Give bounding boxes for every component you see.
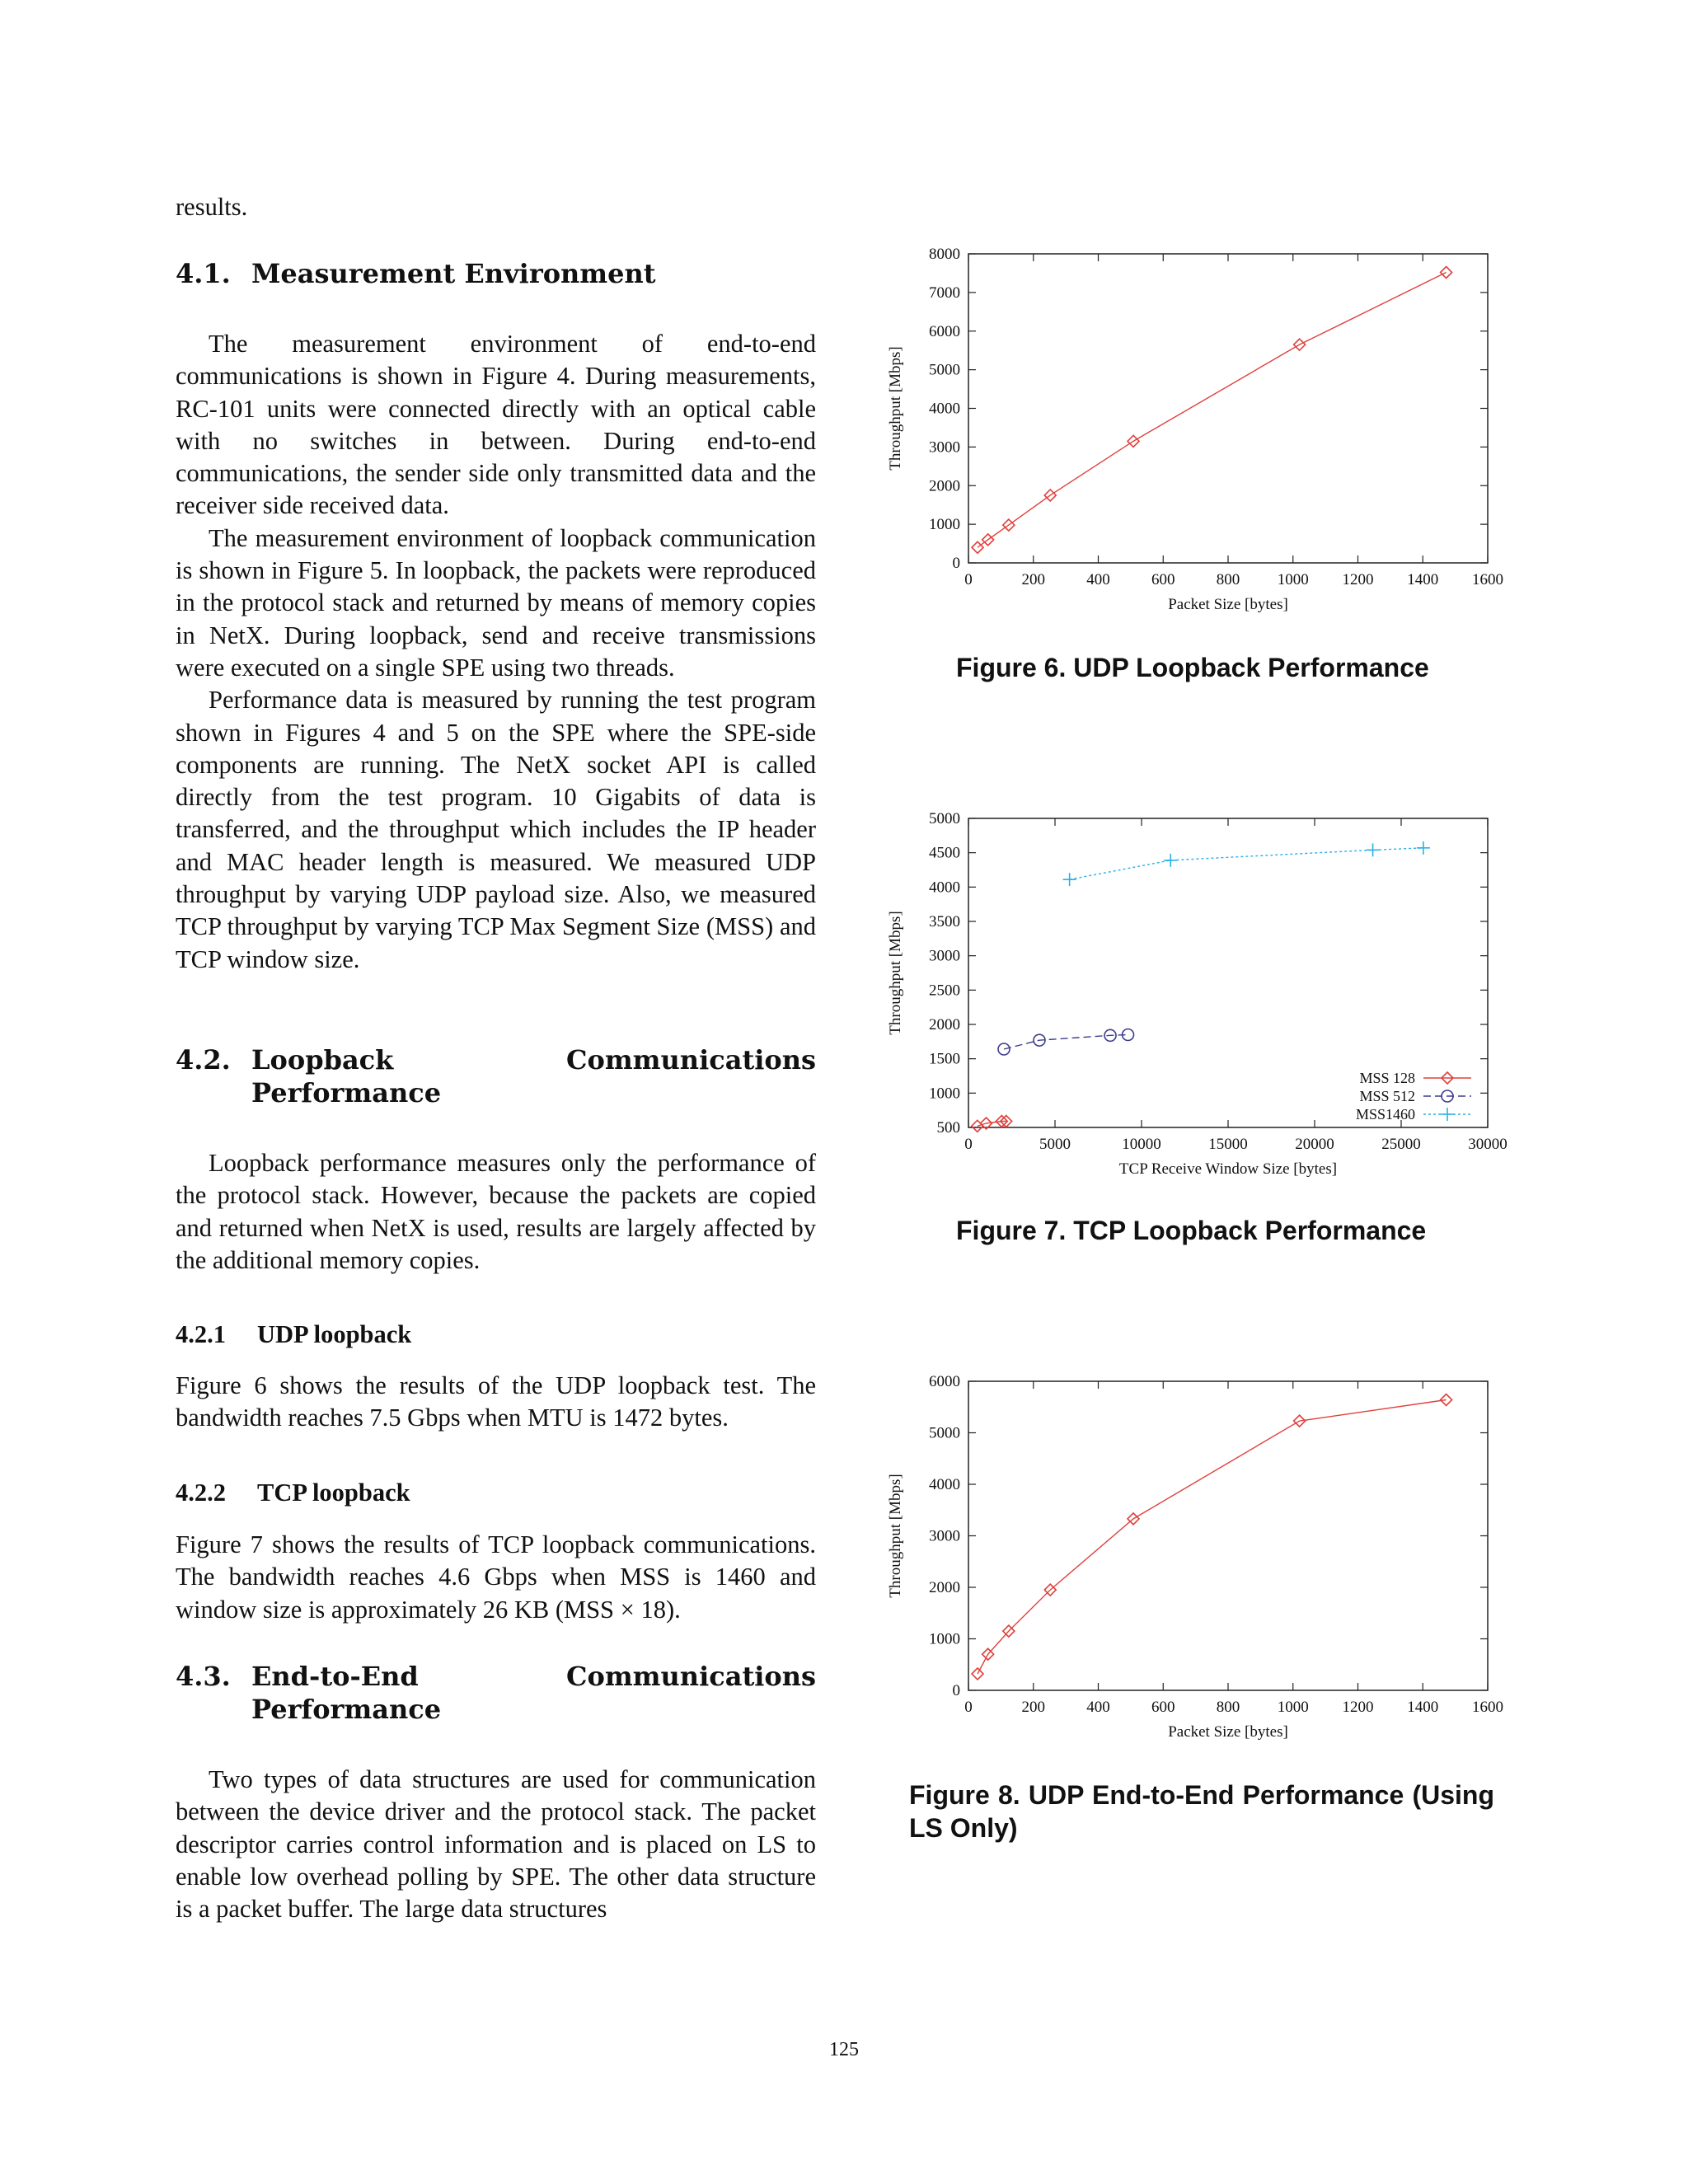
section-heading-4-3: [176, 1660, 816, 1726]
x-axis-label: TCP Receive Window Size [bytes]: [1118, 1160, 1338, 1178]
paragraph: Figure 7 shows the results of TCP loopback communications. The bandwidth reaches 4.6 Gbps when MSS is 1460 and window size is approximately 26 KB (MSS × 18).: [176, 1530, 816, 1624]
subsection-number: 4.2.2: [176, 1479, 226, 1507]
y-tick-label: 2500: [929, 982, 960, 1000]
subsection-heading-4-2-2: [176, 1477, 410, 1509]
subsection-4-2-2-body: [176, 1529, 816, 1626]
section-title: Measurement Environment: [251, 258, 656, 289]
y-tick-label: 1000: [929, 1630, 960, 1648]
legend-label: MSS1460: [1355, 1106, 1415, 1122]
y-tick-label: 4000: [929, 400, 960, 418]
data-point-plus: [1164, 854, 1177, 867]
y-tick-label: 5000: [929, 1424, 960, 1442]
section-number: 4.1.: [176, 258, 231, 289]
y-tick-label: 8000: [929, 246, 960, 263]
section-heading-4-1: [176, 257, 816, 290]
series-diamond: [972, 1116, 1012, 1132]
x-tick-label: 1200: [1342, 1699, 1374, 1716]
paragraph: Two types of data structures are used for communication between the device driver and the protocol stack. The packet descriptor carries control information and is placed on LS to enable low overhead polling by SPE. The other data structure is a packet buffer. The large data structures: [176, 1765, 816, 1924]
x-tick-label: 5000: [1039, 1136, 1071, 1153]
x-tick-label: 0: [964, 1699, 973, 1716]
figure-8-caption: Figure 8. UDP End-to-End Performance (Using LS Only): [909, 1780, 1494, 1843]
x-tick-label: 0: [964, 571, 973, 588]
paragraph: The measurement environment of loopback communication is shown in Figure 5. In loopback, the packets were reproduced in the protocol stack and returned by means of memory copies in NetX. During loopback, send and receive transmissions were executed on a single SPE using two threads.: [176, 523, 816, 682]
y-tick-label: 6000: [929, 322, 960, 340]
legend-label: MSS 128: [1359, 1070, 1415, 1086]
x-tick-label: 30000: [1468, 1136, 1507, 1153]
x-tick-label: 1000: [1277, 1699, 1309, 1716]
series-line: [978, 273, 1447, 548]
y-tick-label: 4000: [929, 879, 960, 897]
section-4-1-body: [176, 328, 816, 976]
y-tick-label: 1000: [929, 1085, 960, 1103]
y-tick-label: 1500: [929, 1050, 960, 1068]
legend-label: MSS 512: [1359, 1088, 1415, 1104]
section-4-3-body: [176, 1764, 816, 1925]
y-tick-label: 5000: [929, 361, 960, 379]
x-tick-label: 1200: [1342, 571, 1374, 588]
section-heading-4-2: [176, 1043, 816, 1109]
y-axis-label: Throughput [Mbps]: [887, 1474, 904, 1598]
figure-7-caption: Figure 7. TCP Loopback Performance: [956, 1216, 1427, 1245]
x-tick-label: 0: [964, 1136, 973, 1153]
series-plus: [1063, 841, 1430, 886]
y-tick-label: 3000: [929, 947, 960, 965]
series-line: [978, 1400, 1447, 1675]
y-axis-label: Throughput [Mbps]: [887, 911, 904, 1035]
x-tick-label: 200: [1021, 1699, 1045, 1716]
figure-6-caption: Figure 6. UDP Loopback Performance: [956, 653, 1429, 682]
subsection-title: UDP loopback: [257, 1320, 412, 1348]
x-tick-label: 400: [1086, 1699, 1110, 1716]
x-axis-label: Packet Size [bytes]: [1168, 596, 1288, 613]
plot-frame: [968, 1381, 1488, 1690]
x-tick-label: 600: [1151, 571, 1175, 588]
data-point-plus: [1367, 843, 1380, 856]
y-tick-label: 0: [952, 1682, 960, 1699]
figure-7-tcp-loopback-chart: [874, 804, 1533, 1191]
x-tick-label: 200: [1021, 571, 1045, 588]
y-axis-label: Throughput [Mbps]: [887, 346, 904, 471]
x-tick-label: 20000: [1295, 1136, 1334, 1153]
data-point-plus: [1063, 873, 1076, 886]
page-number: 125: [829, 2039, 859, 2060]
subsection-heading-4-2-1: [176, 1319, 411, 1351]
x-tick-label: 1000: [1277, 571, 1309, 588]
paragraph: The measurement environment of end-to-end communications is shown in Figure 4. During measurements, RC-101 units were connected directly with an optical cable with no switches in between. During end-to-end communications, the sender side only transmitted data and the receiver side received data.: [176, 330, 816, 520]
x-tick-label: 10000: [1122, 1136, 1161, 1153]
figure-6-udp-loopback-chart: [874, 239, 1533, 626]
subsection-number: 4.2.1: [176, 1320, 226, 1348]
y-tick-label: 2000: [929, 1016, 960, 1033]
data-point-plus: [1441, 1108, 1454, 1121]
x-tick-label: 15000: [1208, 1136, 1248, 1153]
x-tick-label: 1600: [1472, 1699, 1503, 1716]
series-circle: [998, 1029, 1134, 1056]
x-tick-label: 25000: [1381, 1136, 1421, 1153]
figure-8-udp-end-to-end-chart: [874, 1366, 1533, 1754]
section-title: End-to-End Communications Performance: [251, 1661, 816, 1725]
x-axis-label: Packet Size [bytes]: [1168, 1723, 1288, 1741]
section-number: 4.3.: [176, 1661, 231, 1692]
series-line: [1004, 1035, 1128, 1050]
x-tick-label: 1600: [1472, 571, 1503, 588]
y-tick-label: 500: [936, 1119, 960, 1137]
paragraph: Performance data is measured by running the test program shown in Figures 4 and 5 on the SPE where the SPE-side components are running. The NetX socket API is called directly from the test program. 10 Gigabits of data is transferred, and the throughput which includes the IP header and MAC header length is measured. We measured UDP throughput by varying UDP payload size. Also, we measured TCP throughput by varying TCP Max Segment Size (MSS) and TCP window size.: [176, 686, 816, 973]
paragraph: Figure 6 shows the results of the UDP loopback test. The bandwidth reaches 7.5 Gbps when MTU is 1472 bytes.: [176, 1371, 816, 1432]
y-tick-label: 4000: [929, 1476, 960, 1493]
y-tick-label: 1000: [929, 516, 960, 534]
intro-text: results.: [176, 193, 248, 221]
section-number: 4.2.: [176, 1044, 231, 1076]
y-tick-label: 7000: [929, 284, 960, 302]
plot-frame: [968, 254, 1488, 563]
y-tick-label: 4500: [929, 844, 960, 862]
subsection-4-2-1-body: [176, 1370, 816, 1435]
section-title: Loopback Communications Performance: [251, 1044, 816, 1108]
x-tick-label: 800: [1216, 1699, 1240, 1716]
series-line: [1070, 848, 1423, 879]
y-tick-label: 3500: [929, 913, 960, 930]
y-tick-label: 5000: [929, 810, 960, 827]
y-tick-label: 6000: [929, 1373, 960, 1390]
paragraph: Loopback performance measures only the performance of the protocol stack. However, because the packets are copied and returned when NetX is used, results are largely affected by the additional memory copies.: [176, 1149, 816, 1274]
y-tick-label: 2000: [929, 477, 960, 495]
data-point-plus: [1417, 841, 1430, 855]
y-tick-label: 2000: [929, 1579, 960, 1596]
y-tick-label: 3000: [929, 1527, 960, 1545]
subsection-title: TCP loopback: [257, 1479, 410, 1507]
x-tick-label: 1400: [1407, 1699, 1439, 1716]
x-tick-label: 600: [1151, 1699, 1175, 1716]
y-tick-label: 3000: [929, 438, 960, 457]
x-tick-label: 400: [1086, 571, 1110, 588]
x-tick-label: 800: [1216, 571, 1240, 588]
section-4-2-body: [176, 1147, 816, 1277]
series-diamond: [972, 1394, 1452, 1680]
series-diamond: [972, 267, 1452, 554]
x-tick-label: 1400: [1407, 571, 1439, 588]
y-tick-label: 0: [952, 555, 960, 572]
